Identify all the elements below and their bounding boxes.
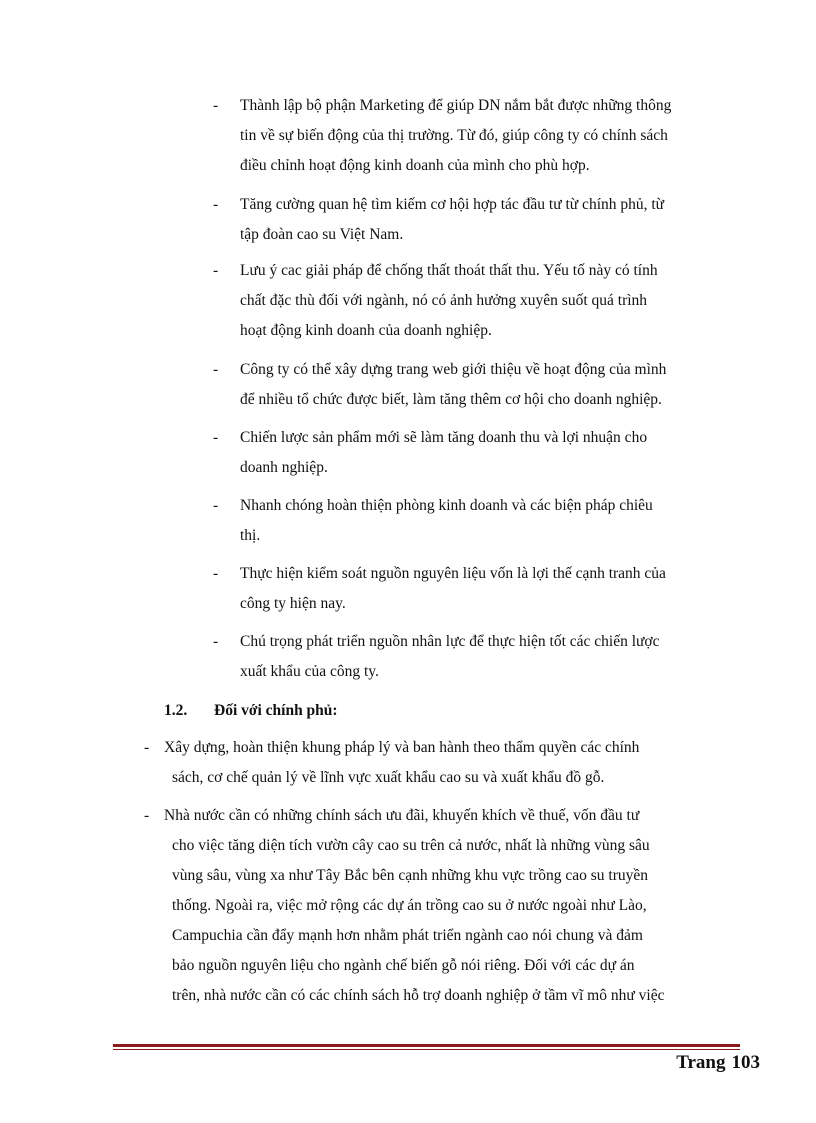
bullet-dash: -: [144, 739, 150, 756]
text-line: tin về sự biến động của thị trường. Từ đó, giúp công ty có chính sách: [240, 127, 668, 144]
text-line: Thực hiện kiểm soát nguồn nguyên liệu vốn là lợi thế cạnh tranh của: [240, 565, 666, 582]
section-heading: [164, 696, 338, 726]
text-line: cho việc tăng diện tích vườn cây cao su trên cả nước, nhất là những vùng sâu: [172, 837, 650, 854]
text-line: Nhanh chóng hoàn thiện phòng kinh doanh và các biện pháp chiêu: [240, 497, 653, 514]
bullet-item: [144, 733, 744, 793]
bullet-dash: -: [144, 807, 150, 824]
text-line: hoạt động kinh doanh của doanh nghiệp.: [240, 322, 492, 339]
section-title: Đối với chính phủ:: [214, 702, 338, 719]
section-number: 1.2.: [164, 702, 188, 719]
page-label: Trang: [676, 1052, 726, 1073]
text-line: sách, cơ chế quản lý về lĩnh vực xuất khẩu cao su và xuất khẩu đồ gỗ.: [172, 769, 605, 786]
page-number-value: 103: [731, 1052, 760, 1073]
bullet-item: [213, 491, 743, 551]
text-line: doanh nghiệp.: [240, 459, 328, 476]
text-line: để nhiều tổ chức được biết, làm tăng thêm cơ hội cho doanh nghiệp.: [240, 391, 662, 408]
bullet-item: [213, 91, 743, 181]
bullet-item: [213, 423, 743, 483]
text-line: Nhà nước cần có những chính sách ưu đãi, khuyến khích về thuế, vốn đầu tư: [164, 807, 640, 824]
bullet-dash: -: [213, 196, 219, 213]
text-line: thống. Ngoài ra, việc mở rộng các dự án trồng cao su ở nước ngoài như Lào,: [172, 897, 647, 914]
bullet-dash: -: [213, 429, 219, 446]
text-line: điều chỉnh hoạt động kinh doanh của mình cho phù hợp.: [240, 157, 590, 174]
text-line: Lưu ý cac giải pháp để chống thất thoát thất thu. Yếu tố này có tính: [240, 262, 658, 279]
bullet-dash: -: [213, 565, 219, 582]
text-line: Công ty có thể xây dựng trang web giới thiệu về hoạt động của mình: [240, 361, 667, 378]
text-line: tập đoàn cao su Việt Nam.: [240, 226, 404, 243]
text-line: chất đặc thù đối với ngành, nó có ảnh hưởng xuyên suốt quá trình: [240, 292, 648, 309]
bullet-dash: -: [213, 361, 219, 378]
bullet-item: [213, 627, 743, 687]
bullet-item: [213, 355, 743, 415]
text-line: thị.: [240, 527, 261, 544]
bullet-item: [144, 801, 744, 1011]
text-line: Chú trọng phát triển nguồn nhân lực để thực hiện tốt các chiến lược: [240, 633, 660, 650]
footer-rule: [113, 1044, 740, 1050]
text-line: xuất khẩu của công ty.: [240, 663, 379, 680]
bullet-item: [213, 559, 743, 619]
text-line: trên, nhà nước cần có các chính sách hỗ trợ doanh nghiệp ở tầm vĩ mô như việc: [172, 987, 665, 1004]
text-line: Xây dựng, hoàn thiện khung pháp lý và ban hành theo thẩm quyền các chính: [164, 739, 640, 756]
text-line: vùng sâu, vùng xa như Tây Bắc bên cạnh những khu vực trồng cao su truyền: [172, 867, 649, 884]
text-line: bảo nguồn nguyên liệu cho ngành chế biến gỗ nói riêng. Đối với các dự án: [172, 957, 635, 974]
text-line: Tăng cường quan hệ tìm kiếm cơ hội hợp tác đầu tư từ chính phủ, từ: [240, 196, 665, 213]
bullet-item: [213, 190, 743, 250]
bullet-dash: -: [213, 262, 219, 279]
page-number: [676, 1052, 760, 1074]
bullet-dash: -: [213, 497, 219, 514]
text-line: Thành lập bộ phận Marketing để giúp DN nắm bắt được những thông: [240, 97, 672, 114]
bullet-dash: -: [213, 97, 219, 114]
text-line: Chiến lược sản phẩm mới sẽ làm tăng doanh thu và lợi nhuận cho: [240, 429, 648, 446]
bullet-dash: -: [213, 633, 219, 650]
text-line: Campuchia cần đẩy mạnh hơn nhằm phát triển ngành cao nói chung và đảm: [172, 927, 643, 944]
text-line: công ty hiện nay.: [240, 595, 346, 612]
bullet-item: [213, 256, 743, 346]
